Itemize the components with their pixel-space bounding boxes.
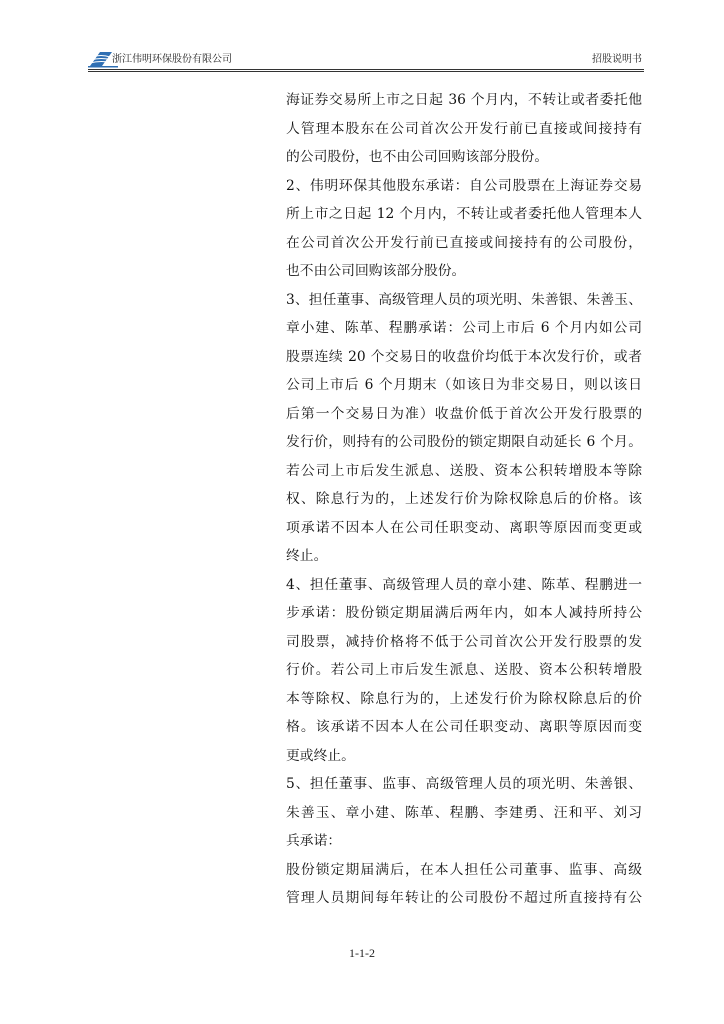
text-line: 若公司上市后发生派息、送股、资本公积转增股本等除 — [286, 462, 642, 479]
page-header — [88, 50, 644, 72]
text-line: 5、担任董事、监事、高级管理人员的项光明、朱善银、 — [286, 776, 642, 792]
text-line: 的公司股份，也不由公司回购该部分股份。 — [286, 149, 549, 165]
text-line: 行价。若公司上市后发生派息、送股、资本公积转增股 — [286, 662, 642, 678]
text-line: 也不由公司回购该部分股份。 — [286, 263, 466, 279]
text-line: 权、除息行为的，上述发行价为除权除息后的价格。该 — [286, 491, 642, 507]
text-line: 公司上市后 6 个月期末（如该日为非交易日，则以该日 — [286, 377, 642, 393]
company-name: 浙江伟明环保股份有限公司 — [112, 54, 232, 65]
text-line: 兵承诺： — [286, 833, 342, 849]
text-line: 3、担任董事、高级管理人员的项光明、朱善银、朱善玉、 — [286, 291, 642, 308]
text-line: 本等除权、除息行为的，上述发行价为除权除息后的价 — [286, 690, 642, 707]
text-line: 后第一个交易日为准）收盘价低于首次公开发行股票的 — [286, 405, 642, 422]
text-line: 在公司首次公开发行前已直接或间接持有的公司股份， — [286, 234, 642, 251]
body-text — [286, 86, 642, 913]
text-line: 2、伟明环保其他股东承诺：自公司股票在上海证券交易 — [286, 177, 642, 194]
text-line: 朱善玉、章小建、陈革、程鹏、李建勇、汪和平、刘习 — [286, 804, 642, 821]
text-line: 发行价，则持有的公司股份的锁定期限自动延长 6 个月。 — [286, 434, 642, 450]
text-line: 步承诺：股份锁定期届满后两年内，如本人减持所持公 — [286, 605, 642, 621]
header-divider — [88, 69, 644, 72]
document-title: 招股说明书 — [592, 54, 642, 65]
text-line: 更或终止。 — [286, 747, 355, 764]
page-number: 1-1-2 — [349, 946, 375, 960]
text-line: 所上市之日起 12 个月内，不转让或者委托他人管理本人 — [286, 206, 642, 222]
text-line: 格。该承诺不因本人在公司任职变动、离职等原因而变 — [286, 719, 642, 735]
text-line: 项承诺不因本人在公司任职变动、离职等原因而变更或 — [286, 519, 642, 536]
text-line: 4、担任董事、高级管理人员的章小建、陈革、程鹏进一 — [286, 576, 642, 593]
text-line: 章小建、陈革、程鹏承诺：公司上市后 6 个月内如公司 — [286, 320, 642, 336]
text-line: 人管理本股东在公司首次公开发行前已直接或间接持有 — [286, 120, 642, 137]
text-line: 海证券交易所上市之日起 36 个月内，不转让或者委托他 — [286, 92, 642, 108]
text-line: 股票连续 20 个交易日的收盘价均低于本次发行价，或者 — [286, 348, 642, 365]
text-line: 管理人员期间每年转让的公司股份不超过所直接持有公 — [286, 890, 642, 906]
text-line: 司股票，减持价格将不低于公司首次公开发行股票的发 — [286, 633, 642, 650]
text-line: 终止。 — [286, 548, 328, 564]
text-line: 股份锁定期届满后，在本人担任公司董事、监事、高级 — [286, 861, 642, 878]
